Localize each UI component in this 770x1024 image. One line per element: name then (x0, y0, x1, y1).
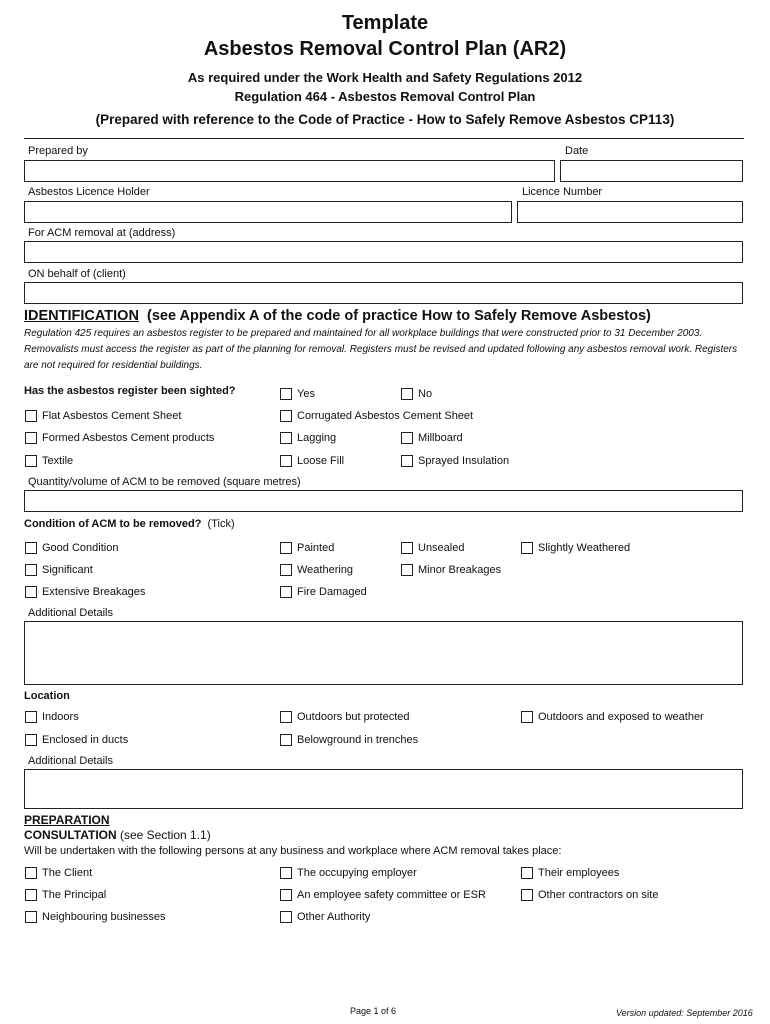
condition-significant-checkbox[interactable] (25, 564, 93, 576)
checkbox-label: Indoors (42, 711, 79, 723)
identification-reference: (see Appendix A of the code of practice How to Safely Remove Asbestos) (146, 308, 651, 324)
register-note: Regulation 425 requires an asbestos register to be prepared and maintained for all workplace buildings that were constructed prior to 31 December 2003. Removalists must access the register as part of the planning for removal. Registers must be revised and updated following any asbestos removal work. Registers are not required for residential buildings. (24, 328, 738, 371)
identification-heading (24, 308, 651, 324)
condition-painted-checkbox[interactable] (280, 542, 334, 554)
type-textile-checkbox[interactable] (25, 455, 73, 467)
regulation-464-line: Regulation 464 - Asbestos Removal Control Plan (234, 89, 536, 104)
checkbox-label: Extensive Breakages (42, 586, 146, 598)
page-number: Page 1 of 6 (350, 1006, 397, 1016)
type-corrugated-sheet-checkbox[interactable] (280, 410, 473, 422)
checkbox-square[interactable] (25, 734, 37, 746)
checkbox-label: Their employees (538, 867, 620, 879)
condition-minor-breakages-checkbox[interactable] (401, 564, 501, 576)
preparation-heading: PREPARATION (24, 813, 110, 827)
checkbox-square[interactable] (401, 564, 413, 576)
checkbox-label: Outdoors but protected (297, 711, 410, 723)
checkbox-label: Sprayed Insulation (418, 455, 510, 467)
checkbox-square[interactable] (280, 911, 292, 923)
location-additional-field[interactable] (24, 769, 743, 809)
checkbox-label: Slightly Weathered (538, 542, 631, 554)
type-formed-products-checkbox[interactable] (25, 432, 214, 444)
type-lagging-checkbox[interactable] (280, 432, 336, 444)
register-yes-checkbox[interactable] (280, 388, 315, 400)
checkbox-label: Yes (297, 388, 315, 400)
consultation-heading (24, 828, 211, 842)
location-belowground-checkbox[interactable] (280, 734, 418, 746)
version-note: Version updated: September 2016 (616, 1008, 753, 1018)
checkbox-label: The occupying employer (297, 867, 417, 879)
client-field[interactable] (24, 282, 743, 304)
document-subtitle: Asbestos Removal Control Plan (AR2) (203, 38, 567, 60)
checkbox-label: Neighbouring businesses (42, 911, 166, 923)
checkbox-square[interactable] (280, 586, 292, 598)
licence-holder-field[interactable] (24, 201, 512, 223)
consult-neighbouring-businesses-checkbox[interactable] (25, 911, 166, 923)
client-label: ON behalf of (client) (28, 268, 126, 280)
tick-instruction: (Tick) (207, 518, 235, 530)
checkbox-label: Fire Damaged (297, 586, 367, 598)
location-heading: Location (24, 690, 70, 702)
condition-question-text: Condition of ACM to be removed? (24, 518, 202, 530)
checkbox-square[interactable] (521, 542, 533, 554)
quantity-field[interactable] (24, 490, 743, 512)
checkbox-square[interactable] (25, 867, 37, 879)
consult-occupying-employer-checkbox[interactable] (280, 867, 417, 879)
checkbox-label: No (418, 388, 433, 400)
register-question: Has the asbestos register been sighted? (24, 385, 236, 397)
regulation-line: As required under the Work Health and Safety Regulations 2012 (187, 70, 583, 85)
condition-good-checkbox[interactable] (25, 542, 118, 554)
checkbox-square[interactable] (280, 432, 292, 444)
document-title: Template (341, 12, 429, 34)
checkbox-label: Belowground in trenches (297, 734, 419, 746)
condition-additional-field[interactable] (24, 621, 743, 685)
condition-unsealed-checkbox[interactable] (401, 542, 464, 554)
consult-client-checkbox[interactable] (25, 867, 92, 879)
checkbox-label: Other Authority (297, 911, 371, 923)
checkbox-label: Minor Breakages (418, 564, 502, 576)
checkbox-label: Unsealed (418, 542, 465, 554)
type-millboard-checkbox[interactable] (401, 432, 463, 444)
consult-other-authority-checkbox[interactable] (280, 911, 370, 923)
checkbox-square[interactable] (25, 889, 37, 901)
checkbox-square[interactable] (25, 711, 37, 723)
condition-additional-label: Additional Details (28, 607, 113, 619)
checkbox-label: Formed Asbestos Cement products (42, 432, 215, 444)
licence-holder-label: Asbestos Licence Holder (28, 186, 150, 198)
checkbox-square[interactable] (521, 867, 533, 879)
consult-other-contractors-checkbox[interactable] (521, 889, 658, 901)
checkbox-label: Outdoors and exposed to weather (538, 711, 704, 723)
checkbox-label: Flat Asbestos Cement Sheet (42, 410, 182, 422)
consult-safety-committee-checkbox[interactable] (280, 889, 486, 901)
checkbox-label: Corrugated Asbestos Cement Sheet (297, 410, 474, 422)
condition-fire-damaged-checkbox[interactable] (280, 586, 367, 598)
checkbox-square[interactable] (401, 432, 413, 444)
consult-principal-checkbox[interactable] (25, 889, 106, 901)
checkbox-square[interactable] (280, 564, 292, 576)
checkbox-square[interactable] (25, 911, 37, 923)
checkbox-label: Lagging (297, 432, 337, 444)
prepared-by-field[interactable] (24, 160, 555, 182)
code-of-practice-line: (Prepared with reference to the Code of Practice - How to Safely Remove Asbestos CP113) (95, 112, 675, 127)
checkbox-square[interactable] (280, 455, 292, 467)
consult-their-employees-checkbox[interactable] (521, 867, 619, 879)
licence-number-label: Licence Number (522, 186, 603, 198)
checkbox-label: Weathering (297, 564, 354, 576)
checkbox-label: Textile (42, 455, 74, 467)
checkbox-square[interactable] (25, 455, 37, 467)
condition-question (24, 518, 235, 530)
checkbox-square[interactable] (280, 734, 292, 746)
consultation-title: CONSULTATION (24, 828, 117, 842)
checkbox-square[interactable] (280, 711, 292, 723)
date-field[interactable] (560, 160, 743, 182)
checkbox-label: The Principal (42, 889, 107, 901)
checkbox-label: Other contractors on site (538, 889, 659, 901)
checkbox-square[interactable] (401, 455, 413, 467)
checkbox-square[interactable] (25, 432, 37, 444)
checkbox-square[interactable] (25, 564, 37, 576)
register-no-checkbox[interactable] (401, 388, 432, 400)
checkbox-label: Millboard (418, 432, 463, 444)
checkbox-square[interactable] (280, 867, 292, 879)
type-flat-sheet-checkbox[interactable] (25, 410, 181, 422)
date-label: Date (565, 145, 589, 157)
prepared-by-label: Prepared by (28, 145, 88, 157)
location-additional-label: Additional Details (28, 755, 113, 767)
checkbox-square[interactable] (25, 542, 37, 554)
licence-number-field[interactable] (517, 201, 743, 223)
checkbox-square[interactable] (280, 542, 292, 554)
condition-weathering-checkbox[interactable] (280, 564, 353, 576)
checkbox-square[interactable] (521, 889, 533, 901)
condition-slightly-weathered-checkbox[interactable] (521, 542, 630, 554)
type-loose-fill-checkbox[interactable] (280, 455, 344, 467)
checkbox-square[interactable] (25, 410, 37, 422)
checkbox-label: An employee safety committee or ESR (297, 889, 486, 901)
checkbox-square[interactable] (401, 542, 413, 554)
consultation-intro: Will be undertaken with the following persons at any business and workplace where ACM removal takes place: (24, 845, 562, 857)
checkbox-label: Significant (42, 564, 93, 576)
location-outdoors-exposed-checkbox[interactable] (521, 711, 704, 723)
address-field[interactable] (24, 241, 743, 263)
checkbox-label: Loose Fill (297, 455, 345, 467)
consultation-reference: (see Section 1.1) (120, 828, 211, 842)
quantity-label: Quantity/volume of ACM to be removed (square metres) (28, 476, 301, 488)
identification-title: IDENTIFICATION (24, 308, 139, 324)
checkbox-label: Good Condition (42, 542, 119, 554)
checkbox-label: Painted (297, 542, 335, 554)
checkbox-square[interactable] (25, 586, 37, 598)
checkbox-square[interactable] (280, 388, 292, 400)
header-divider (24, 138, 744, 139)
checkbox-square[interactable] (280, 889, 292, 901)
checkbox-label: Enclosed in ducts (42, 734, 129, 746)
location-indoors-checkbox[interactable] (25, 711, 79, 723)
type-sprayed-insulation-checkbox[interactable] (401, 455, 509, 467)
address-label: For ACM removal at (address) (28, 227, 176, 239)
condition-extensive-breakages-checkbox[interactable] (25, 586, 145, 598)
checkbox-square[interactable] (401, 388, 413, 400)
checkbox-square[interactable] (521, 711, 533, 723)
location-outdoors-protected-checkbox[interactable] (280, 711, 410, 723)
location-enclosed-ducts-checkbox[interactable] (25, 734, 128, 746)
checkbox-label: The Client (42, 867, 93, 879)
checkbox-square[interactable] (280, 410, 292, 422)
